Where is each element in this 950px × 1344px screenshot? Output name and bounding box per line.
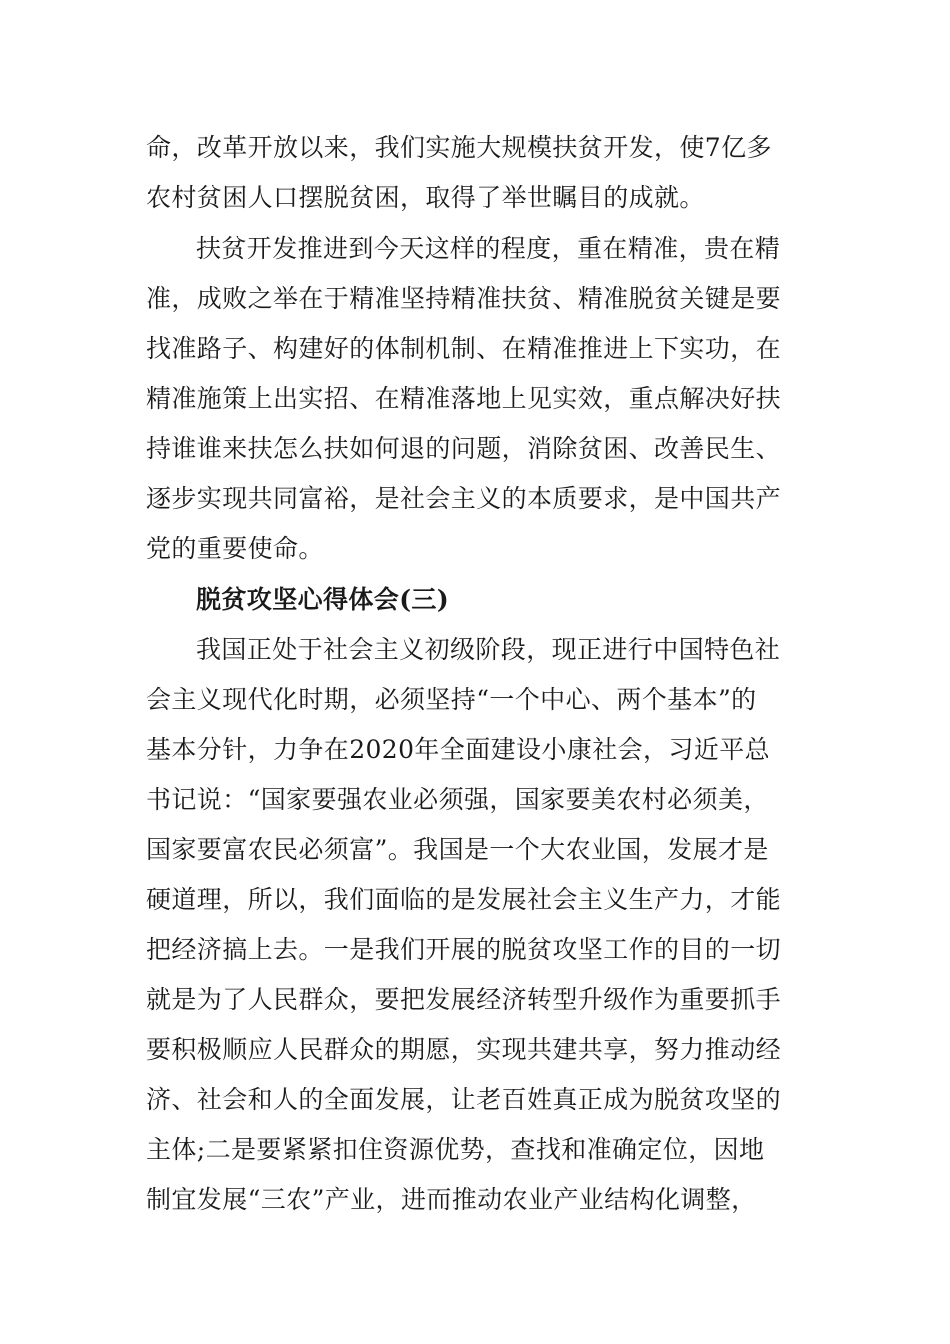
text-line: 准，成败之举在于精准坚持精准扶贫、精准脱贫关键是要: [146, 284, 782, 313]
text-line: 逐步实现共同富裕，是社会主义的本质要求，是中国共产: [146, 484, 782, 513]
text-line: 济、社会和人的全面发展，让老百姓真正成为脱贫攻坚的: [146, 1085, 782, 1114]
text-line: 制宜发展“三农”产业，进而推动农业产业结构化调整，: [146, 1185, 757, 1214]
paragraph-first-line: 扶贫开发推进到今天这样的程度，重在精准，贵在精: [196, 234, 781, 263]
text-line: 要积极顺应人民群众的期愿，实现共建共享，努力推动经: [146, 1035, 782, 1064]
text-line: 精准施策上出实招、在精准落地上见实效，重点解决好扶: [146, 384, 782, 413]
section-heading: 脱贫攻坚心得体会(三): [196, 585, 450, 614]
text-line: 书记说：“国家要强农业必须强，国家要美农村必须美，: [146, 785, 769, 814]
text-line: 就是为了人民群众，要把发展经济转型升级作为重要抓手: [146, 985, 782, 1014]
paragraph-first-line: 我国正处于社会主义初级阶段，现正进行中国特色社: [196, 635, 781, 664]
text-line: 持谁谁来扶怎么扶如何退的问题，消除贫困、改善民生、: [146, 434, 782, 463]
text-line: 农村贫困人口摆脱贫困，取得了举世瞩目的成就。: [146, 183, 705, 212]
text-line: 命，改革开放以来，我们实施大规模扶贫开发，使7亿多: [146, 133, 772, 162]
text-line: 把经济搞上去。一是我们开展的脱贫攻坚工作的目的一切: [146, 935, 782, 964]
text-line: 找准路子、构建好的体制机制、在精准推进上下实功，在: [146, 334, 782, 363]
text-line: 党的重要使命。: [146, 534, 324, 563]
text-line: 会主义现代化时期，必须坚持“一个中心、两个基本”的: [146, 685, 757, 714]
text-line: 硬道理，所以，我们面临的是发展社会主义生产力，才能: [146, 885, 782, 914]
text-line: 基本分针，力争在2020年全面建设小康社会，习近平总: [146, 735, 771, 764]
text-line: 主体;二是要紧紧扣住资源优势，查找和准确定位，因地: [146, 1135, 765, 1164]
text-line: 国家要富农民必须富”。我国是一个大农业国，发展才是: [146, 835, 769, 864]
